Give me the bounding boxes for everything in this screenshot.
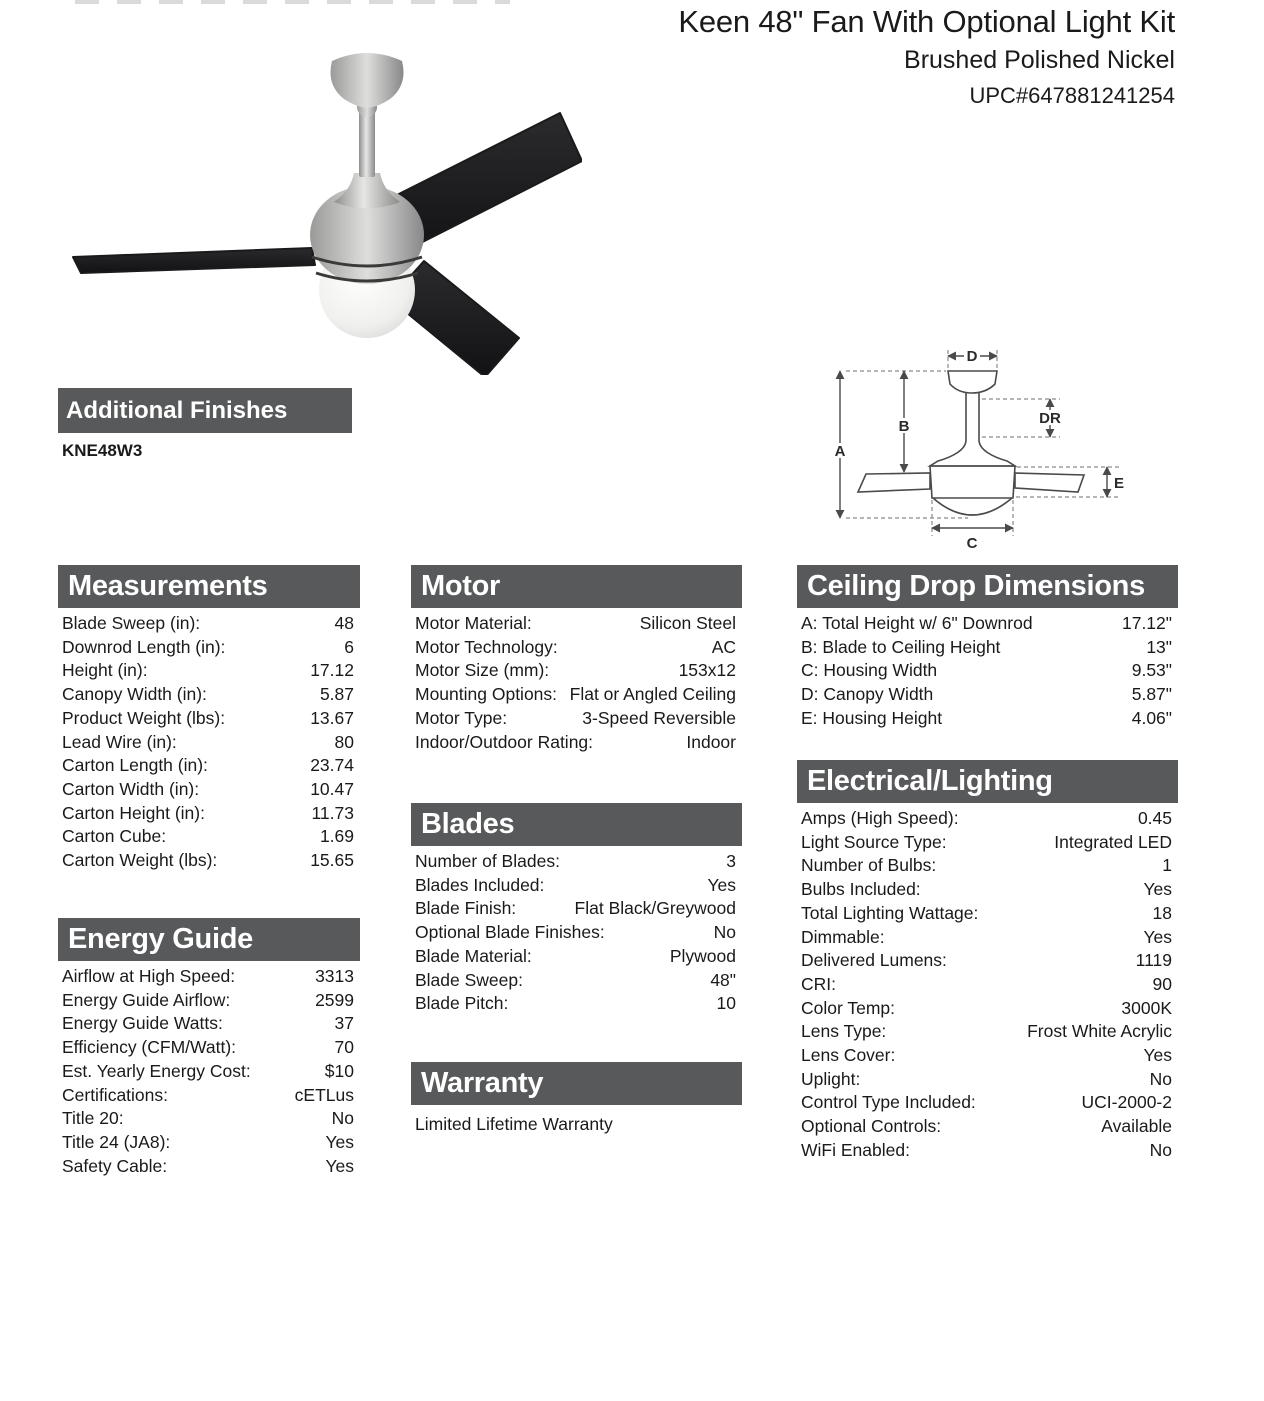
spec-row xyxy=(58,965,360,989)
spec-row xyxy=(797,659,1178,683)
spec-label: Motor Size (mm): xyxy=(415,660,550,681)
section-header-measurements: Measurements xyxy=(58,565,360,608)
diagram-label-b: B xyxy=(898,418,910,435)
spec-label: Blade Sweep: xyxy=(415,969,523,990)
spec-value: 1.69 xyxy=(319,826,354,847)
spec-label: Number of Blades: xyxy=(415,851,560,871)
spec-value: 4.06" xyxy=(1131,707,1172,728)
spec-row xyxy=(58,778,360,802)
spec-label: Blade Material: xyxy=(415,945,532,966)
spec-row xyxy=(797,1068,1178,1092)
spec-row xyxy=(797,683,1178,707)
spec-value: 1 xyxy=(1162,855,1172,876)
spec-row xyxy=(411,874,742,898)
section-warranty xyxy=(411,1062,742,1137)
spec-value: Yes xyxy=(1143,926,1172,947)
spec-row xyxy=(797,926,1178,950)
energy-guide-rows xyxy=(58,965,360,1178)
spec-label: B: Blade to Ceiling Height xyxy=(801,636,1001,657)
spec-row xyxy=(797,902,1178,926)
spec-row xyxy=(411,683,742,707)
spec-value: 1119 xyxy=(1135,950,1172,971)
spec-value: 70 xyxy=(334,1037,354,1058)
section-header-energy-guide: Energy Guide xyxy=(58,918,360,961)
product-title: Keen 48" Fan With Optional Light Kit xyxy=(678,4,1175,39)
spec-label: Title 20: xyxy=(62,1108,124,1129)
spec-value: 5.87" xyxy=(1131,684,1172,705)
spec-value: 13" xyxy=(1146,636,1172,657)
warranty-note: Limited Lifetime Warranty xyxy=(415,1114,613,1134)
spec-value: 3 xyxy=(726,851,736,871)
spec-value: 2599 xyxy=(315,989,354,1010)
spec-row xyxy=(411,969,742,993)
spec-value: 80 xyxy=(334,731,354,752)
blades-rows xyxy=(411,850,742,1016)
spec-label: Total Lighting Wattage: xyxy=(801,902,979,923)
spec-value: 9.53" xyxy=(1131,660,1172,681)
spec-value: 90 xyxy=(1152,973,1172,994)
spec-row xyxy=(411,921,742,945)
spec-row xyxy=(797,1044,1178,1068)
section-header-ceiling-drop: Ceiling Drop Dimensions xyxy=(797,565,1178,608)
spec-value: 23.74 xyxy=(310,755,354,776)
spec-row xyxy=(58,1155,360,1179)
spec-label: Airflow at High Speed: xyxy=(62,966,236,986)
spec-label: Number of Bulbs: xyxy=(801,855,937,876)
spec-row xyxy=(58,659,360,683)
spec-label: Certifications: xyxy=(62,1084,169,1105)
fan-canopy xyxy=(331,53,404,108)
spec-value: cETLus xyxy=(294,1084,354,1105)
spec-label: Delivered Lumens: xyxy=(801,950,947,971)
spec-row xyxy=(58,731,360,755)
spec-label: Energy Guide Watts: xyxy=(62,1013,223,1034)
model-code: KNE48W3 xyxy=(62,441,143,460)
spec-value: No xyxy=(1149,1068,1172,1089)
spec-row xyxy=(411,945,742,969)
diagram-label-dr: DR xyxy=(1039,410,1061,427)
spec-row xyxy=(58,1060,360,1084)
spec-label: Downrod Length (in): xyxy=(62,636,226,657)
spec-value: No xyxy=(331,1108,354,1129)
diagram-label-a: A xyxy=(834,443,846,460)
spec-value: Indoor xyxy=(686,731,736,752)
spec-row xyxy=(58,1036,360,1060)
spec-row xyxy=(797,1091,1178,1115)
spec-label: Title 24 (JA8): xyxy=(62,1131,171,1152)
spec-row xyxy=(797,973,1178,997)
spec-value: Flat or Angled Ceiling xyxy=(569,684,736,705)
spec-label: Efficiency (CFM/Watt): xyxy=(62,1037,237,1058)
spec-value: No xyxy=(713,922,736,943)
spec-row xyxy=(411,636,742,660)
section-header-blades: Blades xyxy=(411,803,742,846)
spec-row xyxy=(58,612,360,636)
spec-label: Carton Length (in): xyxy=(62,755,208,776)
spec-value: No xyxy=(1149,1139,1172,1160)
spec-value: Flat Black/Greywood xyxy=(574,898,736,919)
spec-label: Carton Cube: xyxy=(62,826,167,847)
spec-row xyxy=(58,1012,360,1036)
spec-label: Carton Height (in): xyxy=(62,802,205,823)
spec-value: Available xyxy=(1101,1116,1172,1137)
spec-row xyxy=(797,1020,1178,1044)
diagram-label-d: D xyxy=(966,348,978,365)
spec-value: 13.67 xyxy=(310,707,354,728)
spec-value: Yes xyxy=(325,1131,354,1152)
spec-label: CRI: xyxy=(801,973,836,994)
spec-value: Yes xyxy=(325,1155,354,1176)
section-header-electrical: Electrical/Lighting xyxy=(797,760,1178,803)
spec-row xyxy=(411,992,742,1016)
spec-row xyxy=(58,1107,360,1131)
spec-label: Height (in): xyxy=(62,660,148,681)
spec-label: Blades Included: xyxy=(415,874,545,895)
spec-value: 5.87 xyxy=(319,684,354,705)
spec-value: 18 xyxy=(1152,902,1172,923)
spec-value: 17.12" xyxy=(1121,613,1172,633)
spec-row xyxy=(797,854,1178,878)
spec-value: 37 xyxy=(334,1013,354,1034)
spec-label: A: Total Height w/ 6" Downrod xyxy=(801,613,1033,633)
spec-label: Carton Width (in): xyxy=(62,778,200,799)
spec-value: 48 xyxy=(334,613,354,633)
fan-product-image xyxy=(62,45,582,375)
spec-label: Optional Controls: xyxy=(801,1116,942,1137)
spec-row xyxy=(411,659,742,683)
spec-value: Silicon Steel xyxy=(639,613,736,633)
spec-row xyxy=(797,636,1178,660)
spec-label: Canopy Width (in): xyxy=(62,684,207,705)
spec-row xyxy=(58,989,360,1013)
spec-value: Integrated LED xyxy=(1054,831,1172,852)
spec-row xyxy=(411,850,742,874)
spec-label: Lens Cover: xyxy=(801,1045,896,1066)
spec-value: 11.73 xyxy=(311,802,354,823)
spec-value: Yes xyxy=(1143,879,1172,900)
spec-label: Color Temp: xyxy=(801,997,896,1018)
spec-value: UCI-2000-2 xyxy=(1081,1092,1172,1113)
spec-row xyxy=(797,997,1178,1021)
spec-value: 3-Speed Reversible xyxy=(582,707,736,728)
spec-label: Light Source Type: xyxy=(801,831,947,852)
spec-label: Motor Type: xyxy=(415,707,508,728)
spec-label: Blade Sweep (in): xyxy=(62,613,201,633)
section-measurements xyxy=(58,565,360,873)
measurements-rows xyxy=(58,612,360,873)
spec-label: Energy Guide Airflow: xyxy=(62,989,231,1010)
spec-row xyxy=(58,683,360,707)
spec-label: Uplight: xyxy=(801,1068,861,1089)
spec-row xyxy=(797,707,1178,731)
spec-label: Lead Wire (in): xyxy=(62,731,177,752)
spec-row xyxy=(797,949,1178,973)
spec-label: Bulbs Included: xyxy=(801,879,921,900)
spec-row xyxy=(797,831,1178,855)
spec-row xyxy=(58,802,360,826)
diagram-label-e: E xyxy=(1113,475,1125,492)
cropped-logo-fragment xyxy=(75,0,510,4)
spec-row xyxy=(797,1115,1178,1139)
spec-value: 15.65 xyxy=(310,850,354,871)
spec-label: Amps (High Speed): xyxy=(801,808,959,828)
section-blades xyxy=(411,803,742,1016)
spec-label: Mounting Options: xyxy=(415,684,558,705)
spec-label: Motor Technology: xyxy=(415,636,558,657)
spec-label: Indoor/Outdoor Rating: xyxy=(415,731,594,752)
spec-row xyxy=(411,731,742,755)
spec-row xyxy=(58,1084,360,1108)
spec-value: 10.47 xyxy=(310,778,354,799)
additional-finishes-header: Additional Finishes xyxy=(58,388,352,433)
spec-value: Frost White Acrylic xyxy=(1027,1021,1172,1042)
motor-rows xyxy=(411,612,742,754)
spec-label: Carton Weight (lbs): xyxy=(62,850,218,871)
spec-value: 153x12 xyxy=(678,660,736,681)
spec-label: E: Housing Height xyxy=(801,707,943,728)
spec-value: AC xyxy=(711,636,736,657)
spec-value: Yes xyxy=(1143,1045,1172,1066)
spec-value: Yes xyxy=(707,874,736,895)
spec-row xyxy=(58,1131,360,1155)
title-block xyxy=(678,2,1175,113)
fan-blade-left xyxy=(73,248,315,273)
spec-value: 48" xyxy=(710,969,736,990)
spec-value: $10 xyxy=(324,1060,354,1081)
spec-label: C: Housing Width xyxy=(801,660,938,681)
spec-value: Plywood xyxy=(669,945,736,966)
spec-row xyxy=(411,707,742,731)
spec-value: 3313 xyxy=(315,966,354,986)
spec-label: Safety Cable: xyxy=(62,1155,168,1176)
spec-row xyxy=(58,707,360,731)
product-upc: UPC#647881241254 xyxy=(969,83,1175,108)
section-electrical-lighting xyxy=(797,760,1178,1163)
spec-value: 17.12 xyxy=(310,660,354,681)
spec-label: Est. Yearly Energy Cost: xyxy=(62,1060,251,1081)
spec-label: D: Canopy Width xyxy=(801,684,934,705)
spec-label: Blade Pitch: xyxy=(415,993,509,1014)
ceiling-drop-diagram xyxy=(820,340,1150,565)
spec-label: Dimmable: xyxy=(801,926,885,947)
spec-row xyxy=(797,807,1178,831)
ceiling-drop-rows xyxy=(797,612,1178,731)
section-energy-guide xyxy=(58,918,360,1178)
spec-row xyxy=(411,897,742,921)
section-header-warranty: Warranty xyxy=(411,1062,742,1105)
section-ceiling-drop-dimensions xyxy=(797,565,1178,731)
spec-label: WiFi Enabled: xyxy=(801,1139,910,1160)
spec-row xyxy=(797,1139,1178,1163)
spec-row xyxy=(411,612,742,636)
section-motor xyxy=(411,565,742,754)
section-header-motor: Motor xyxy=(411,565,742,608)
spec-row xyxy=(58,754,360,778)
spec-row xyxy=(797,878,1178,902)
spec-value: 0.45 xyxy=(1137,808,1172,828)
spec-label: Control Type Included: xyxy=(801,1092,976,1113)
spec-label: Optional Blade Finishes: xyxy=(415,922,605,943)
spec-value: 3000K xyxy=(1121,997,1172,1018)
spec-value: 10 xyxy=(716,993,736,1014)
spec-row xyxy=(58,825,360,849)
product-finish: Brushed Polished Nickel xyxy=(904,46,1175,74)
electrical-rows xyxy=(797,807,1178,1163)
spec-label: Motor Material: xyxy=(415,613,532,633)
spec-value: 6 xyxy=(344,636,354,657)
diagram-label-c: C xyxy=(966,535,978,552)
spec-label: Blade Finish: xyxy=(415,898,517,919)
spec-label: Product Weight (lbs): xyxy=(62,707,226,728)
spec-row xyxy=(797,612,1178,636)
spec-row xyxy=(58,636,360,660)
spec-label: Lens Type: xyxy=(801,1021,887,1042)
spec-row xyxy=(58,849,360,873)
